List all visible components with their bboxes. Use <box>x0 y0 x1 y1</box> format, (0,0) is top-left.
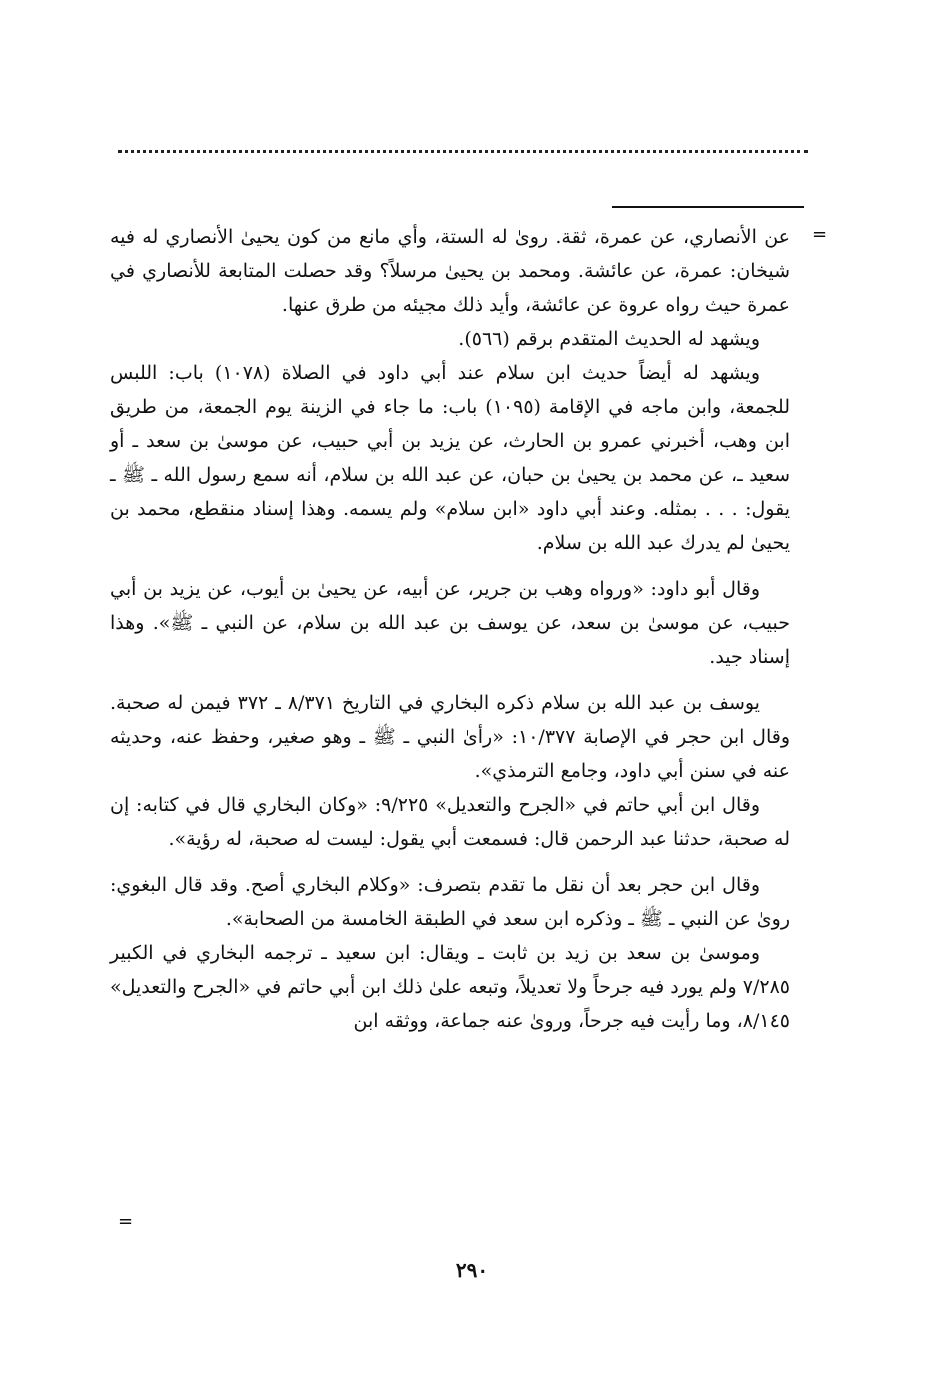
continuation-mark-bottom: = <box>118 1211 134 1232</box>
paragraph-4: وقال أبو داود: «ورواه وهب بن جرير، عن أبيه، عن يحيىٰ بن أيوب، عن يزيد بن أبي حبيب، عن موسىٰ بن سعد، عن يوسف بن عبد الله بن سلام، عن النبي ـ ﷺ». وهذا إسناد جيد. <box>110 578 790 668</box>
paragraph-5: يوسف بن عبد الله بن سلام ذكره البخاري في التاريخ ٨/٣٧١ ـ ٣٧٢ فيمن له صحبة. وقال ابن حجر في الإصابة ١٠/٣٧٧: «رأىٰ النبي ـ ﷺ ـ وهو صغير، وحفظ عنه، وحديثه عنه في سنن أبي داود، وجامع الترمذي». <box>110 692 790 782</box>
footnote-text <box>110 220 790 1038</box>
dotted-separator <box>118 150 808 153</box>
paragraph-7: وقال ابن حجر بعد أن نقل ما تقدم بتصرف: «وكلام البخاري أصح. وقد قال البغوي: روىٰ عن النبي ـ ﷺ ـ وذكره ابن سعد في الطبقة الخامسة من الصحابة». <box>110 874 790 930</box>
footnote-rule <box>612 206 804 208</box>
continuation-mark-top: = <box>812 224 828 245</box>
paragraph-2: ويشهد له الحديث المتقدم برقم (٥٦٦). <box>458 328 760 350</box>
paragraph-6: وقال ابن أبي حاتم في «الجرح والتعديل» ٩/٢٢٥: «وكان البخاري قال في كتابه: إن له صحبة، حدثنا عبد الرحمن قال: فسمعت أبي يقول: ليست له صحبة، له رؤية». <box>110 794 790 850</box>
paragraph-3: ويشهد له أيضاً حديث ابن سلام عند أبي داود في الصلاة (١٠٧٨) باب: اللبس للجمعة، وابن ماجه في الإقامة (١٠٩٥) باب: ما جاء في الزينة يوم الجمعة، من طريق ابن وهب، أخبرني عمرو بن الحارث، عن يزيد بن أبي حبيب، عن موسىٰ بن سعد ـ أو سعيد ـ، عن محمد بن يحيىٰ بن حبان، عن عبد الله بن سلام، أنه سمع رسول الله ـ ﷺ ـ يقول: . . . بمثله. وعند أبي داود «ابن سلام» ولم يسمه. وهذا إسناد منقطع، محمد بن يحيىٰ لم يدرك عبد الله بن سلام. <box>110 362 790 554</box>
paragraph-8: وموسىٰ بن سعد بن زيد بن ثابت ـ ويقال: ابن سعيد ـ ترجمه البخاري في الكبير ٧/٢٨٥ ولم يورد فيه جرحاً ولا تعديلاً، وتبعه علىٰ ذلك ابن أبي حاتم في «الجرح والتعديل» ٨/١٤٥، وما رأيت فيه جرحاً، وروىٰ عنه جماعة، ووثقه ابن <box>110 942 790 1032</box>
page-number: ٢٩٠ <box>455 1258 489 1282</box>
paragraph-1: عن الأنصاري، عن عمرة، ثقة. روىٰ له الستة، وأي مانع من كون يحيىٰ الأنصاري له فيه شيخان: عمرة، عن عائشة. ومحمد بن يحيىٰ مرسلاً؟ وقد حصلت المتابعة للأنصاري في عمرة حيث رواه عروة عن عائشة، وأيد ذلك مجيئه من طرق عنها. <box>110 226 790 316</box>
